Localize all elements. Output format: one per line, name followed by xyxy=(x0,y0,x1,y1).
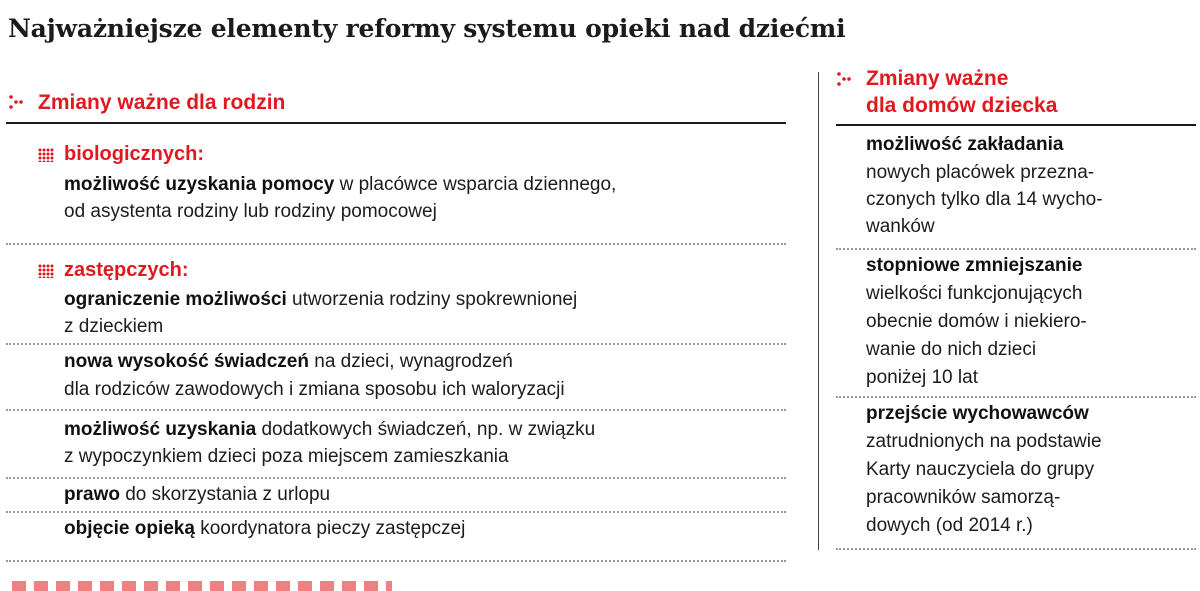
list-item-continuation: zatrudnionych na podstawie xyxy=(866,431,1102,452)
list-item: możliwość uzyskania pomocy w placówce wsparcia dziennego, xyxy=(64,174,617,195)
list-item-continuation: Karty nauczyciela do grupy xyxy=(866,459,1095,480)
list-item-continuation: wanków xyxy=(866,216,935,237)
dotted-divider xyxy=(6,243,786,245)
families-header-rule xyxy=(6,122,786,124)
section-arrow-icon xyxy=(8,94,26,110)
dotted-divider xyxy=(836,396,1196,398)
list-item-continuation: z dzieckiem xyxy=(64,316,164,337)
list-item: możliwość zakładania xyxy=(866,134,1064,155)
orphanage-header-rule xyxy=(836,124,1196,126)
dotted-divider xyxy=(6,477,786,479)
dotted-divider xyxy=(6,409,786,411)
list-item-continuation: wanie do nich dzieci xyxy=(866,339,1037,360)
list-item-continuation: obecnie domów i niekiero- xyxy=(866,311,1087,332)
list-item-continuation: dowych (od 2014 r.) xyxy=(866,515,1033,536)
dot-grid-icon xyxy=(38,148,54,162)
list-item-continuation: czonych tylko dla 14 wycho- xyxy=(866,189,1103,210)
dotted-divider xyxy=(836,248,1196,250)
list-item: ograniczenie możliwości utworzenia rodziny spokrewnionej xyxy=(64,289,578,310)
section-arrow-icon xyxy=(836,71,854,87)
foster-heading: zastępczych: xyxy=(64,259,189,281)
column-separator xyxy=(818,72,819,550)
list-item: możliwość uzyskania dodatkowych świadczeń, np. w związku xyxy=(64,419,596,440)
dot-grid-icon xyxy=(38,264,54,278)
orphanage-header-line1: Zmiany ważne xyxy=(866,67,1009,90)
list-item-continuation: poniżej 10 lat xyxy=(866,367,978,388)
orphanage-header-line2: dla domów dziecka xyxy=(866,94,1058,117)
dotted-divider xyxy=(6,343,786,345)
list-item-continuation: pracowników samorzą- xyxy=(866,487,1061,508)
list-item: prawo do skorzystania z urlopu xyxy=(64,484,331,505)
cropped-next-section-hint xyxy=(12,581,392,591)
list-item-continuation: wielkości funkcjonujących xyxy=(866,283,1083,304)
biological-heading: biologicznych: xyxy=(64,143,204,165)
list-item-continuation: dla rodziców zawodowych i zmiana sposobu ich waloryzacji xyxy=(64,379,565,400)
list-item-continuation: nowych placówek przezna- xyxy=(866,162,1095,183)
dotted-divider xyxy=(6,560,786,562)
dotted-divider xyxy=(836,548,1196,550)
list-item-continuation: z wypoczynkiem dzieci poza miejscem zamieszkania xyxy=(64,446,509,467)
page-title: Najważniejsze elementy reformy systemu opieki nad dziećmi xyxy=(8,14,846,43)
families-section-header: Zmiany ważne dla rodzin xyxy=(38,91,286,114)
list-item: stopniowe zmniejszanie xyxy=(866,255,1083,276)
list-item: objęcie opieką koordynatora pieczy zastępczej xyxy=(64,518,466,539)
list-item: przejście wychowawców xyxy=(866,403,1089,424)
list-item: nowa wysokość świadczeń na dzieci, wynagrodzeń xyxy=(64,351,513,372)
dotted-divider xyxy=(6,511,786,513)
list-item-continuation: od asystenta rodziny lub rodziny pomocowej xyxy=(64,201,437,222)
